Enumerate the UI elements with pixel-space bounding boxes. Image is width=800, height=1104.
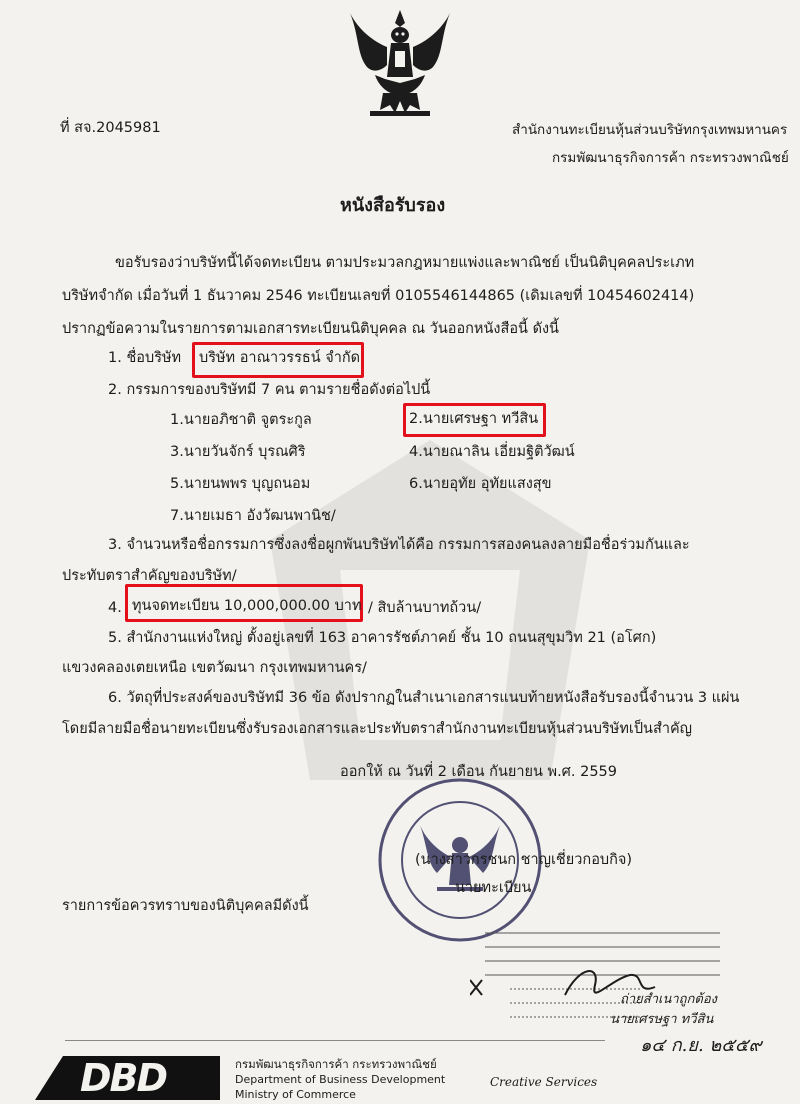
item5-line-2: แขวงคลองเตยเหนือ เขตวัฒนา กรุงเทพมหานคร/ xyxy=(62,660,367,676)
document-title: หนังสือรับรอง xyxy=(340,195,446,216)
director-6: 6.นายอุทัย อุทัยแสงสุข xyxy=(409,476,552,492)
document-number: ที่ สจ.2045981 xyxy=(60,120,161,136)
company-name: บริษัท อาณาวรรธน์ จำกัด xyxy=(199,350,361,366)
item3-line-2: ประทับตราสำคัญของบริษัท/ xyxy=(62,568,237,584)
item6-line-2: โดยมีลายมือชื่อนายทะเบียนซึ่งรับรองเอกสารและประทับตราสำนักงานทะเบียนหุ้นส่วนบริษัทเป็นสำคัญ xyxy=(62,721,693,737)
director-5: 5.นายนพพร บุญถนอม xyxy=(170,476,311,492)
dbd-logo xyxy=(35,1048,220,1100)
footer-dept-en-1: Department of Business Development xyxy=(235,1073,446,1086)
director-4: 4.นายณาลิน เอี่ยมฐิติวัฒน์ xyxy=(409,444,575,460)
footer-creative-services: Creative Services xyxy=(490,1075,598,1089)
notice-heading: รายการข้อควรทราบของนิติบุคคลมีดังนี้ xyxy=(62,898,309,914)
dbd-logo-text: DBD xyxy=(80,1056,167,1100)
director-7: 7.นายเมธา อังวัฒนพานิช/ xyxy=(170,508,336,524)
item6-line-1: 6. วัตถุที่ประสงค์ของบริษัทมี 36 ข้อ ดังปรากฏในสำเนาเอกสารแนบท้ายหนังสือรับรองนี้จำนวน 3 แผ่น xyxy=(108,690,740,706)
item4-label: 4. xyxy=(108,600,122,616)
capital-in-words: / สิบล้านบาทถ้วน/ xyxy=(368,600,482,616)
garuda-emblem-icon xyxy=(345,5,455,120)
footer-divider xyxy=(65,1040,605,1041)
item2-heading: 2. กรรมการของบริษัทมี 7 คน ตามรายชื่อดังต่อไปนี้ xyxy=(108,382,431,398)
handwritten-stamp-text: ถ่ายสำเนาถูกต้อง xyxy=(620,992,717,1007)
office-line-1: สำนักงานทะเบียนหุ้นส่วนบริษัทกรุงเทพมหานคร xyxy=(512,122,788,138)
office-line-2: กรมพัฒนาธุรกิจการค้า กระทรวงพาณิชย์ xyxy=(552,150,789,166)
handwritten-date: ๑๔ ก.ย. ๒๕๕๙ xyxy=(640,1035,762,1056)
intro-line-1: ขอรับรองว่าบริษัทนี้ได้จดทะเบียน ตามประมวลกฎหมายแพ่งและพาณิชย์ เป็นนิติบุคคลประเภท xyxy=(115,255,695,271)
registrar-name: (นางสาวกรชนก ชาญเชี่ยวกอบกิจ) xyxy=(415,852,633,868)
intro-line-3: ปรากฏข้อความในรายการตามเอกสารทะเบียนนิติบุคคล ณ วันออกหนังสือนี้ ดังนี้ xyxy=(62,321,559,337)
director-2: 2.นายเศรษฐา ทวีสิน xyxy=(409,411,539,427)
footer-dept-th: กรมพัฒนาธุรกิจการค้า กระทรวงพาณิชย์ xyxy=(235,1057,437,1071)
handwritten-cert-name: นายเศรษฐา ทวีสิน xyxy=(610,1012,714,1027)
director-1: 1.นายอภิชาติ จูตระกูล xyxy=(170,412,312,428)
issued-date: ออกให้ ณ วันที่ 2 เดือน กันยายน พ.ศ. 2559 xyxy=(340,764,618,780)
intro-line-2: บริษัทจำกัด เมื่อวันที่ 1 ธันวาคม 2546 ทะเบียนเลขที่ 0105546144865 (เดิมเลขที่ 10454602414) xyxy=(62,288,695,304)
item5-line-1: 5. สำนักงานแห่งใหญ่ ตั้งอยู่เลขที่ 163 อาคารรัชต์ภาคย์ ชั้น 10 ถนนสุขุมวิท 21 (อโศก) xyxy=(108,630,657,646)
registered-capital: ทุนจดทะเบียน 10,000,000.00 บาท xyxy=(132,598,362,614)
footer-dept-en-2: Ministry of Commerce xyxy=(235,1088,356,1101)
director-3: 3.นายวันจักร์ บุรณศิริ xyxy=(170,444,306,460)
registrar-title: นายทะเบียน xyxy=(455,880,532,896)
item1-label: 1. ชื่อบริษัท xyxy=(108,350,182,366)
item3-line-1: 3. จำนวนหรือชื่อกรรมการซึ่งลงชื่อผูกพันบริษัทได้คือ กรรมการสองคนลงลายมือชื่อร่วมกันและ xyxy=(108,537,690,553)
